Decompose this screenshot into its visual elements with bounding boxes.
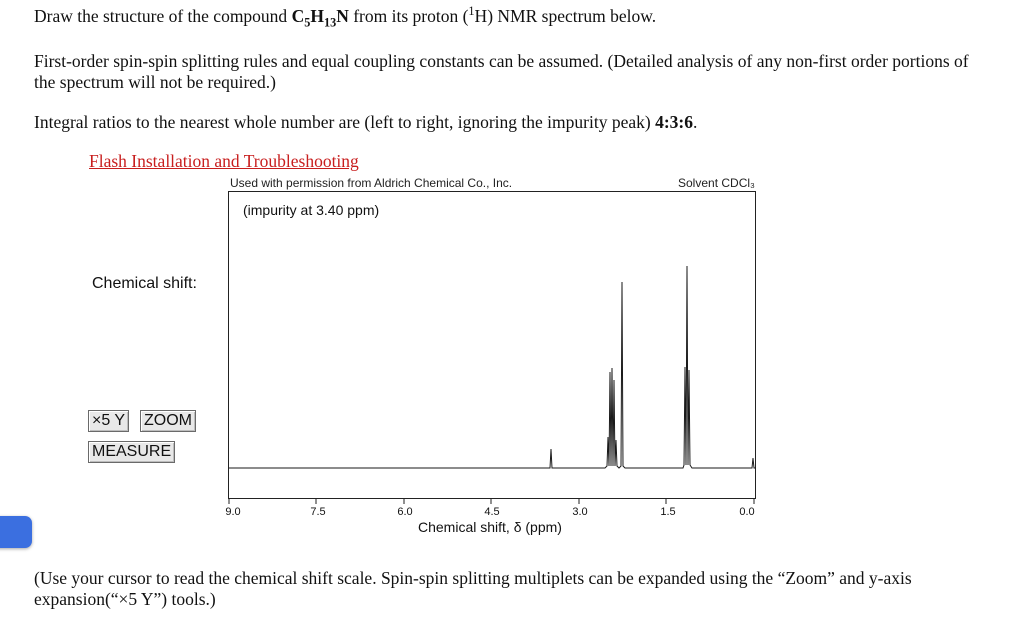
formula-h: H: [310, 6, 324, 26]
flash-installation-link[interactable]: Flash Installation and Troubleshooting: [89, 151, 359, 171]
title-text-pre: Draw the structure of the compound: [34, 6, 292, 26]
formula-c: C: [291, 6, 305, 26]
x-axis-title: Chemical shift, δ (ppm): [418, 519, 562, 535]
nucleus: H: [474, 6, 488, 26]
permission-note: Used with permission from Aldrich Chemical Co., Inc.: [230, 176, 513, 190]
x-axis-ticks: [229, 499, 754, 504]
title-text-post: ) NMR spectrum below.: [487, 6, 657, 26]
spectrum-trace: [229, 266, 756, 468]
instructions: First-order spin-spin splitting rules and equal coupling constants can be assumed. (Detailed analysis of any non-first order portions of the spectrum will not be required.): [34, 51, 969, 92]
formula-c-sub: 5: [304, 15, 311, 30]
integral-text: Integral ratios to the nearest whole number are (left to right, ignoring the impurity peak): [34, 112, 656, 132]
tick-label: 9.0: [225, 506, 241, 518]
title-text-mid: from its proton (: [348, 6, 469, 26]
zoom-button[interactable]: ZOOM: [140, 410, 196, 432]
tick-label: 1.5: [660, 506, 676, 518]
measure-button[interactable]: MEASURE: [88, 441, 175, 463]
x-axis-tick-labels: [225, 506, 754, 518]
chemical-shift-label: Chemical shift:: [92, 275, 197, 292]
tick-label: 6.0: [397, 506, 413, 518]
footer-instructions: (Use your cursor to read the chemical shift scale. Spin-spin splitting multiplets can be expanded using the “Zoom” and y-axis expansion(“×5 Y”) tools.): [34, 568, 912, 609]
formula-h-sub: 13: [323, 15, 337, 30]
tick-label: 0.0: [739, 506, 755, 518]
impurity-note: (impurity at 3.40 ppm): [243, 202, 380, 218]
formula-n: N: [336, 6, 349, 26]
solvent-label: Solvent CDCl₃: [678, 176, 755, 190]
side-panel-tab[interactable]: [0, 516, 32, 548]
x5-y-expand-button[interactable]: ×5 Y: [88, 410, 129, 432]
tick-label: 7.5: [310, 506, 326, 518]
tick-label: 4.5: [484, 506, 500, 518]
integral-text-end: .: [692, 112, 698, 132]
tick-label: 3.0: [572, 506, 588, 518]
nucleus-mass: 1: [468, 4, 475, 19]
integral-ratio-value: 4:3:6: [655, 112, 693, 132]
